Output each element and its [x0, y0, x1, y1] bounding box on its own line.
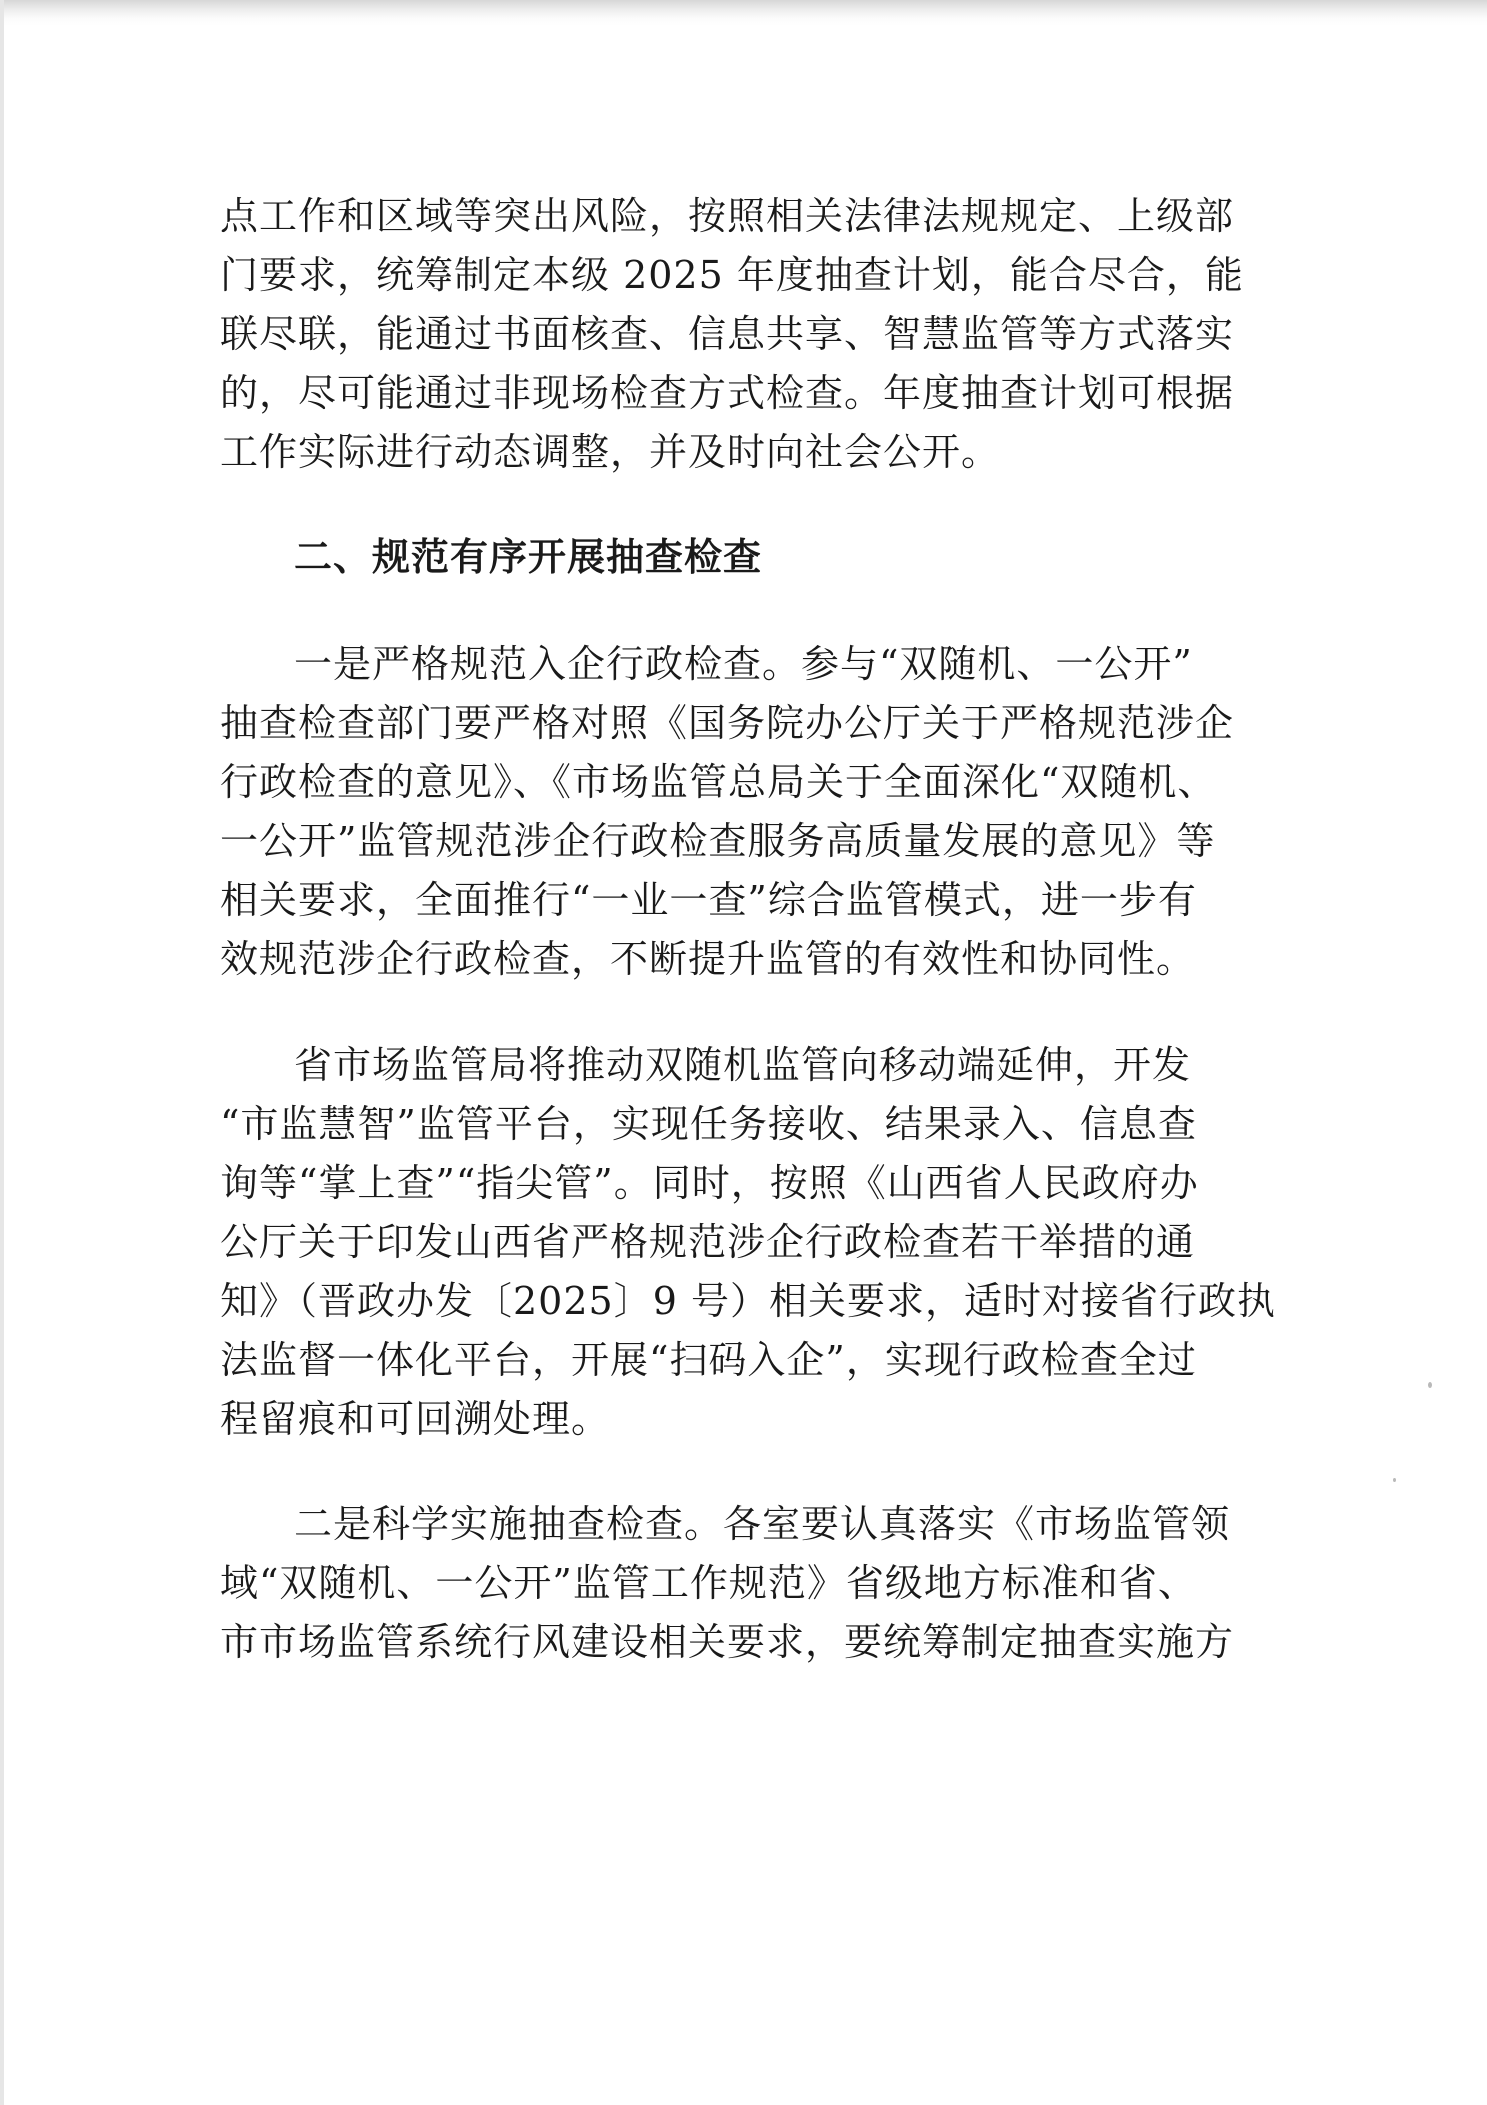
paragraph-line: 相关要求，全面推行“一业一查”综合监管模式，进一步有 — [220, 878, 1197, 922]
paragraph-line: 工作实际进行动态调整，并及时向社会公开。 — [220, 430, 1001, 474]
paragraph-line: 程留痕和可回溯处理。 — [220, 1397, 611, 1441]
paragraph-line: 二是科学实施抽查检查。各室要认真落实《市场监管领 — [294, 1502, 1231, 1546]
scan-speck — [1393, 1478, 1396, 1482]
paragraph-line: 的，尽可能通过非现场检查方式检查。年度抽查计划可根据 — [220, 371, 1235, 415]
paragraph-line: 公厅关于印发山西省严格规范涉企行政检查若干举措的通 — [220, 1220, 1196, 1264]
paragraph-line: “市监慧智”监管平台，实现任务接收、结果录入、信息查 — [220, 1102, 1197, 1146]
paragraph-line: 联尽联，能通过书面核查、信息共享、智慧监管等方式落实 — [220, 312, 1235, 356]
paragraph-line: 一公开”监管规范涉企行政检查服务高质量发展的意见》等 — [220, 819, 1216, 863]
paragraph-line: 抽查检查部门要严格对照《国务院办公厅关于严格规范涉企 — [220, 701, 1235, 745]
paragraph-line: 行政检查的意见》、《市场监管总局关于全面深化“双随机、 — [220, 760, 1217, 804]
paragraph-line: 知》（晋政办发〔2025〕9 号）相关要求，适时对接省行政执 — [220, 1279, 1276, 1323]
scan-top-edge — [0, 0, 1487, 26]
scan-left-edge — [0, 0, 4, 2105]
paragraph-line: 门要求，统筹制定本级 2025 年度抽查计划，能合尽合，能 — [220, 253, 1244, 297]
paragraph-line: 询等“掌上查”“指尖管”。同时，按照《山西省人民政府办 — [220, 1161, 1199, 1205]
paragraph-line: 点工作和区域等突出风险，按照相关法律法规规定、上级部 — [220, 194, 1235, 238]
paragraph-line: 市市场监管系统行风建设相关要求，要统筹制定抽查实施方 — [220, 1620, 1235, 1664]
paragraph-line: 省市场监管局将推动双随机监管向移动端延伸，开发 — [294, 1043, 1192, 1087]
scan-speck — [1428, 1382, 1432, 1388]
paragraph-line: 法监督一体化平台，开展“扫码入企”，实现行政检查全过 — [220, 1338, 1197, 1382]
paragraph-line: 一是严格规范入企行政检查。参与“双随机、一公开” — [294, 642, 1193, 686]
paragraph-line: 域“双随机、一公开”监管工作规范》省级地方标准和省、 — [220, 1561, 1197, 1605]
paragraph-line: 效规范涉企行政检查，不断提升监管的有效性和协同性。 — [220, 937, 1196, 981]
section-heading: 二、规范有序开展抽查检查 — [294, 535, 763, 579]
